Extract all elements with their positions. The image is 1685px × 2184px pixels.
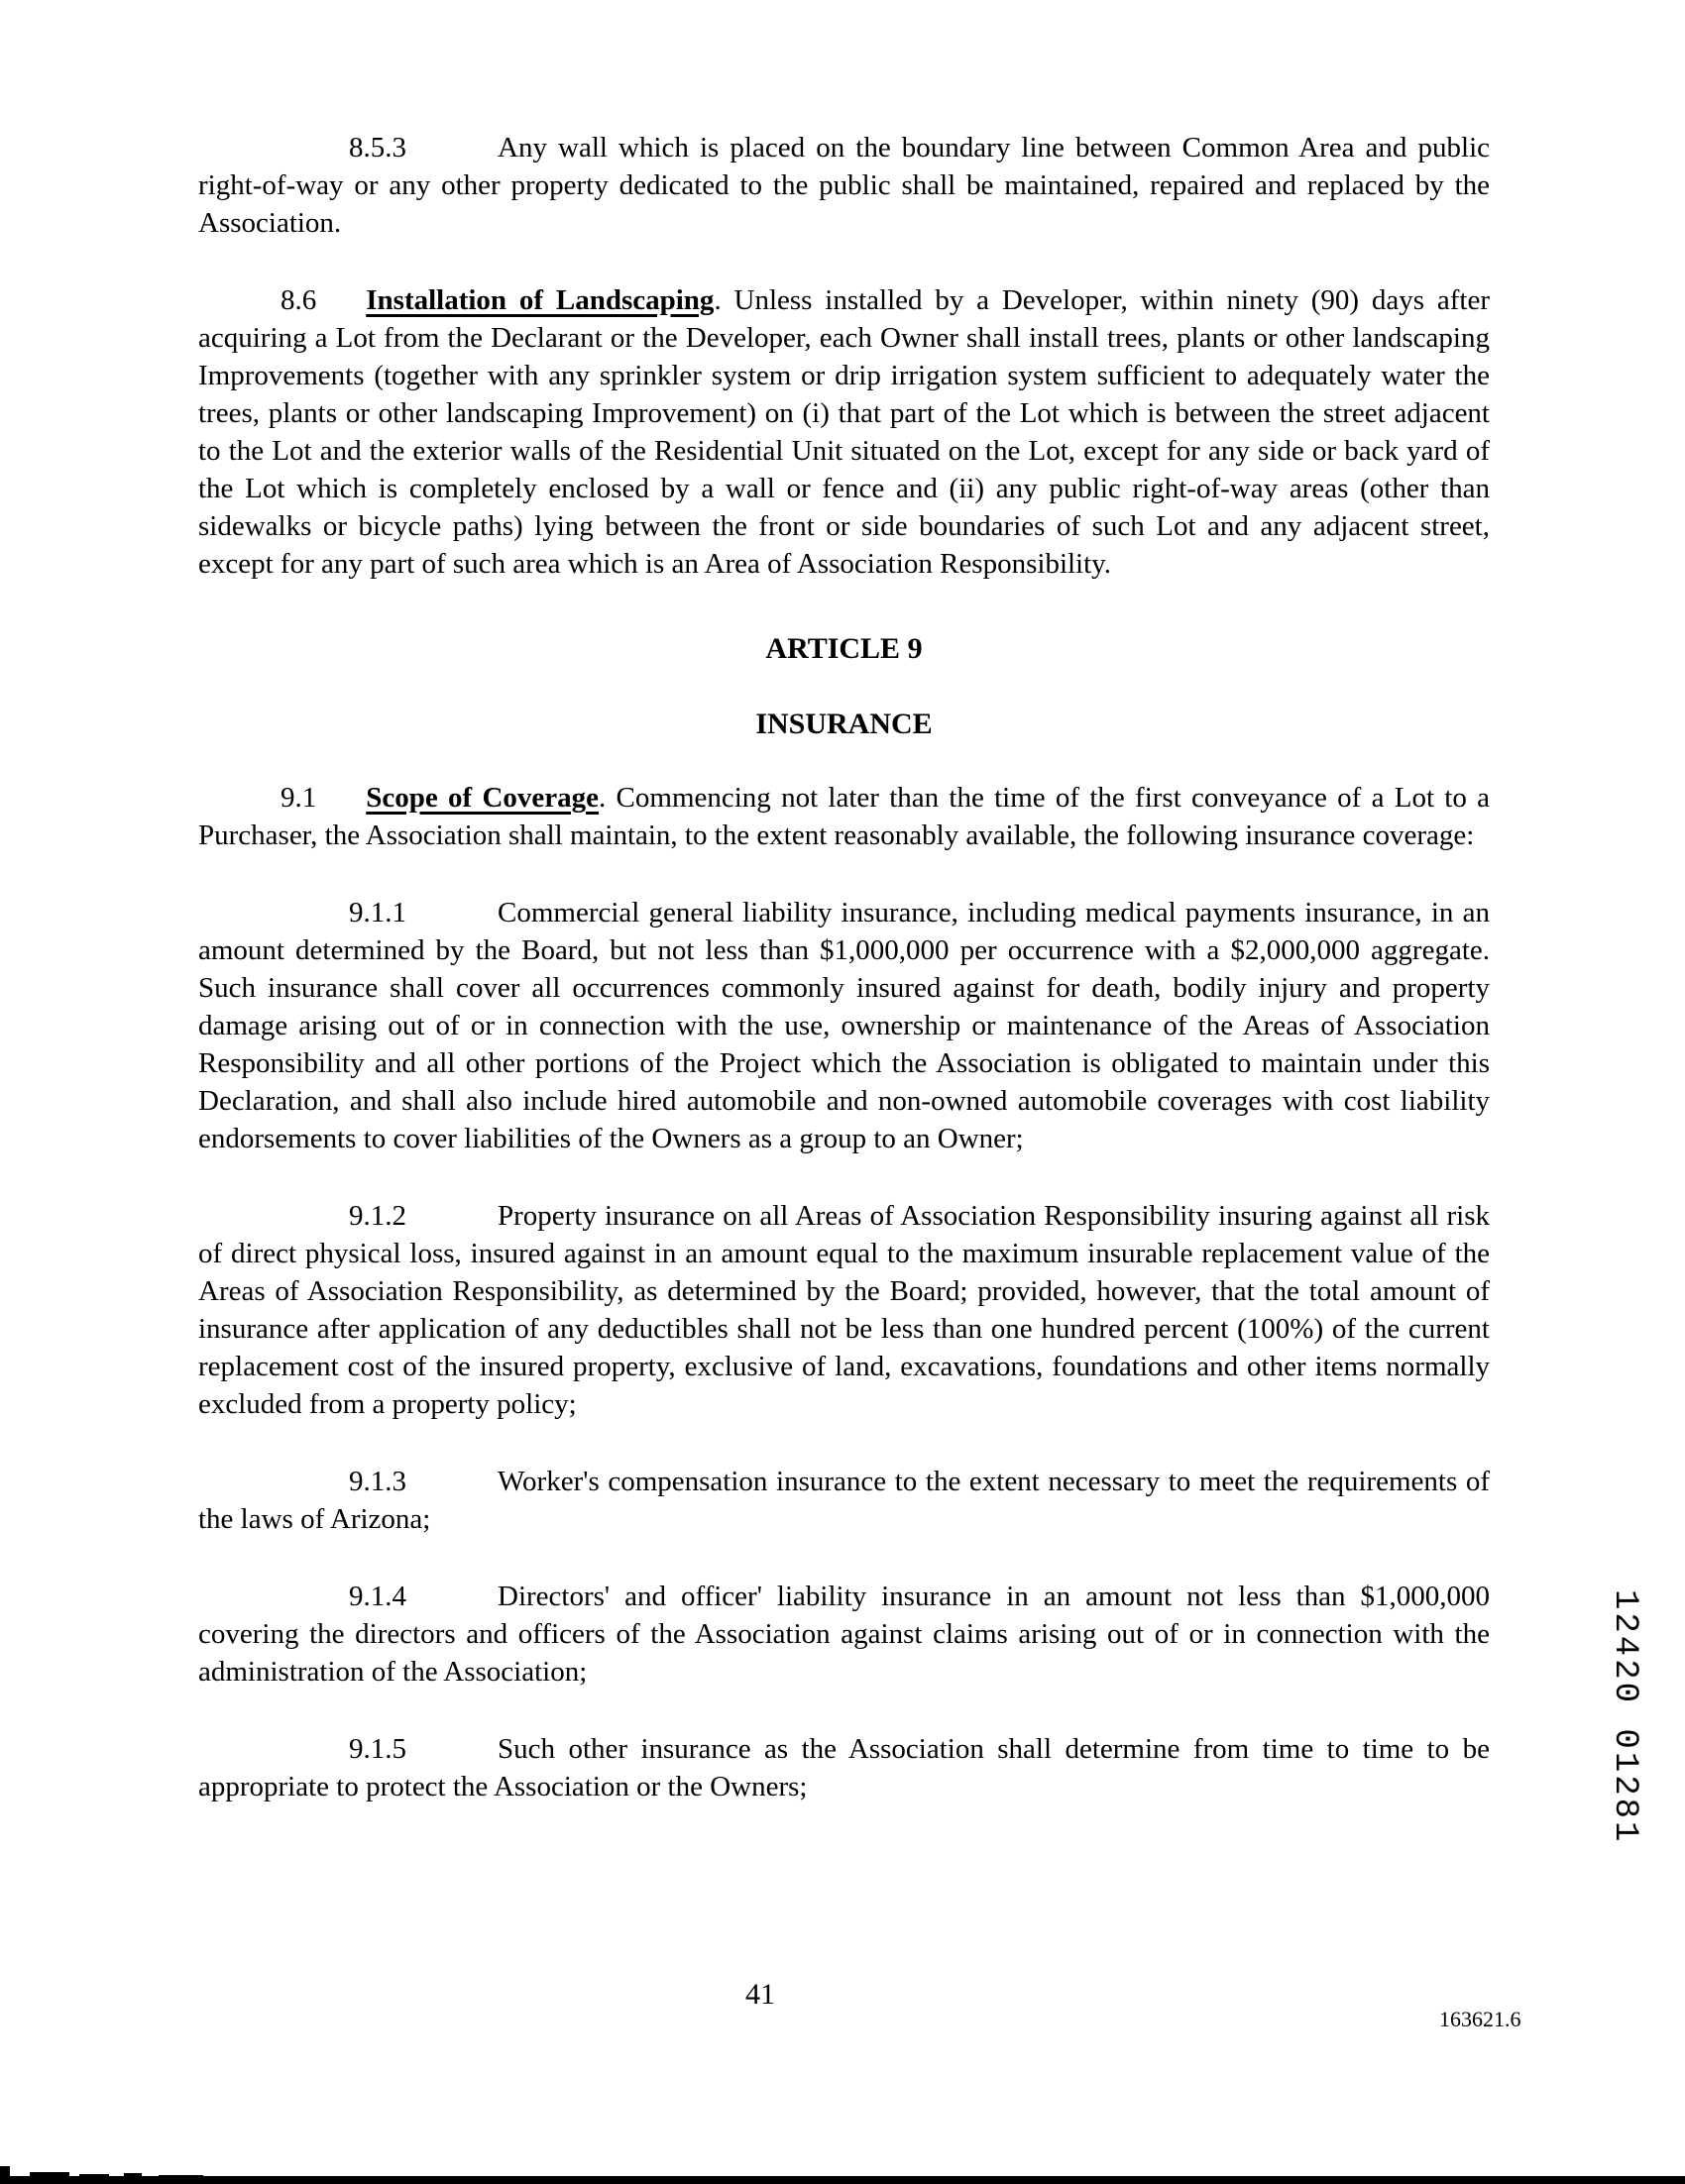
section-9-1-4 xyxy=(198,1578,1490,1691)
scan-artifact-bottom-edge xyxy=(0,2176,1685,2184)
scan-artifact-speck xyxy=(30,2172,69,2178)
section-number: 9.1.1 xyxy=(349,897,406,928)
scan-artifact-speck xyxy=(79,2174,109,2179)
scan-artifact-speck xyxy=(387,2176,411,2180)
section-text: Worker's compensation insurance to the extent necessary to meet the requirements of the laws of Arizona; xyxy=(198,1466,1490,1535)
section-number: 9.1.2 xyxy=(349,1200,406,1232)
section-9-1 xyxy=(198,779,1490,854)
section-text: . Commencing not later than the time of the first conveyance of a Lot to a Purchaser, the Association shall maintain, to the extent reasonably available, the following insurance coverage: xyxy=(198,782,1490,851)
section-number: 9.1.3 xyxy=(349,1466,406,1497)
section-text: . Unless installed by a Developer, within ninety (90) days after acquiring a Lot from the Declarant or the Developer, each Owner shall install trees, plants or other landscaping Improvements (together with any sprinkler system or drip irrigation system sufficient to adequately water the trees, plants or other landscaping Improvement) on (i) that part of the Lot which is between the street adjacent to the Lot and the exterior walls of the Residential Unit situated on the Lot, except for any side or back yard of the Lot which is completely enclosed by a wall or fence and (ii) any public right-of-way areas (other than sidewalks or bicycle paths) lying between the front or side boundaries of such Lot and any adjacent street, except for any part of such area which is an Area of Association Responsibility. xyxy=(198,284,1490,580)
section-number: 8.6 xyxy=(281,284,317,316)
section-number: 9.1.4 xyxy=(349,1581,406,1612)
section-heading: Installation of Landscaping xyxy=(366,284,715,316)
section-text: Directors' and officer' liability insurance in an amount not less than $1,000,000 covering the directors and officers of the Association against claims arising out of or in connection with the administration of the Association; xyxy=(198,1581,1490,1688)
section-text: Property insurance on all Areas of Association Responsibility insuring against all risk of direct physical loss, insured against in an amount equal to the maximum insurable replacement value of the Areas of Association Responsibility, as determined by the Board; provided, however, that the total amount of insurance after application of any deductibles shall not be less than one hundred percent (100%) of the current replacement cost of the insured property, exclusive of land, excavations, foundations and other items normally excluded from a property policy; xyxy=(198,1200,1490,1420)
section-number: 8.5.3 xyxy=(349,132,406,164)
scan-artifact-speck xyxy=(0,2166,10,2184)
section-9-1-2 xyxy=(198,1197,1490,1423)
article-number-heading: ARTICLE 9 xyxy=(765,632,923,665)
scan-artifact-speck xyxy=(124,2173,142,2178)
section-8-5-3 xyxy=(198,129,1490,242)
section-9-1-1 xyxy=(198,894,1490,1157)
section-text: Commercial general liability insurance, including medical payments insurance, in an amount determined by the Board, but not less than $1,000,000 per occurrence with a $2,000,000 aggregate. Such insurance shall cover all occurrences commonly insured against for death, bodily injury and property damage arising out of or in connection with the use, ownership or maintenance of the Areas of Association Responsibility and all other portions of the Project which the Association is obligated to maintain under this Declaration, and shall also include hired automobile and non-owned automobile coverages with cost liability endorsements to cover liabilities of the Owners as a group to an Owner; xyxy=(198,897,1490,1154)
section-text: Any wall which is placed on the boundary line between Common Area and public right-of-way or any other property dedicated to the public shall be maintained, repaired and replaced by the Association. xyxy=(198,132,1490,239)
section-number: 9.1.5 xyxy=(349,1733,406,1765)
document-reference-number: 163621.6 xyxy=(1439,2007,1521,2031)
scan-artifact-speck xyxy=(159,2175,203,2179)
section-heading: Scope of Coverage xyxy=(366,782,600,814)
page-number: 41 xyxy=(745,1978,775,2011)
section-number: 9.1 xyxy=(281,782,317,814)
section-9-1-3 xyxy=(198,1463,1490,1538)
document-body xyxy=(198,129,1490,1845)
section-9-1-5 xyxy=(198,1730,1490,1805)
article-title-heading: INSURANCE xyxy=(755,708,933,740)
section-8-6 xyxy=(198,281,1490,583)
section-text: Such other insurance as the Association shall determine from time to time to be appropriate to protect the Association or the Owners; xyxy=(198,1733,1490,1802)
recorder-stamp-vertical: 12420 01281 xyxy=(1606,1589,1643,1845)
